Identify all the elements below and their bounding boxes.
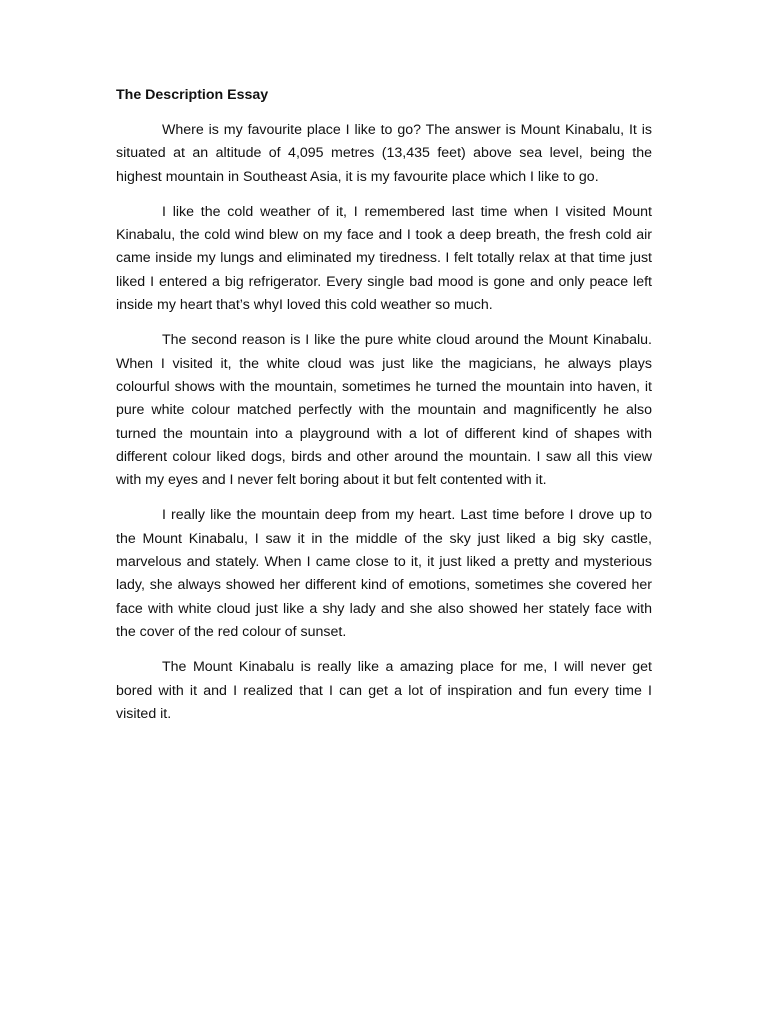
- essay-title: The Description Essay: [116, 87, 269, 103]
- paragraph-4: I really like the mountain deep from my heart. Last time before I drove up to the Mount Kinabalu, I saw it in the middle of the sky just liked a big sky castle, marvelous and stately. When I came close to it, it just liked a pretty and mysterious lady, she always showed her different kind of emotions, sometimes she covered her face with white cloud just like a shy lady and she also showed her stately face with the cover of the red colour of sunset.: [116, 507, 652, 640]
- paragraph-2: I like the cold weather of it, I remembered last time when I visited Mount Kinabalu, the cold wind blew on my face and I took a deep breath, the fresh cold air came inside my lungs and eliminated my tiredness. I felt totally relax at that time just liked I entered a big refrigerator. Every single bad mood is gone and only peace left inside my heart that’s whyI loved this cold weather so much.: [116, 203, 652, 314]
- essay-body: [116, 84, 652, 738]
- paragraph-1: Where is my favourite place I like to go? The answer is Mount Kinabalu, It is situated at an altitude of 4,095 metres (13,435 feet) above sea level, being the highest mountain in Southeast Asia, it is my favourite place which I like to go.: [116, 122, 652, 185]
- paragraph-5: The Mount Kinabalu is really like a amazing place for me, I will never get bored with it and I realized that I can get a lot of inspiration and fun every time I visited it.: [116, 659, 652, 722]
- paragraph-3: The second reason is I like the pure white cloud around the Mount Kinabalu. When I visited it, the white cloud was just like the magicians, he always plays colourful shows with the mountain, sometimes he turned the mountain into haven, it pure white colour matched perfectly with the mountain and magnificently he also turned the mountain into a playground with a lot of different kind of shapes with different colour liked dogs, birds and other around the mountain. I saw all this view with my eyes and I never felt boring about it but felt contented with it.: [116, 332, 652, 489]
